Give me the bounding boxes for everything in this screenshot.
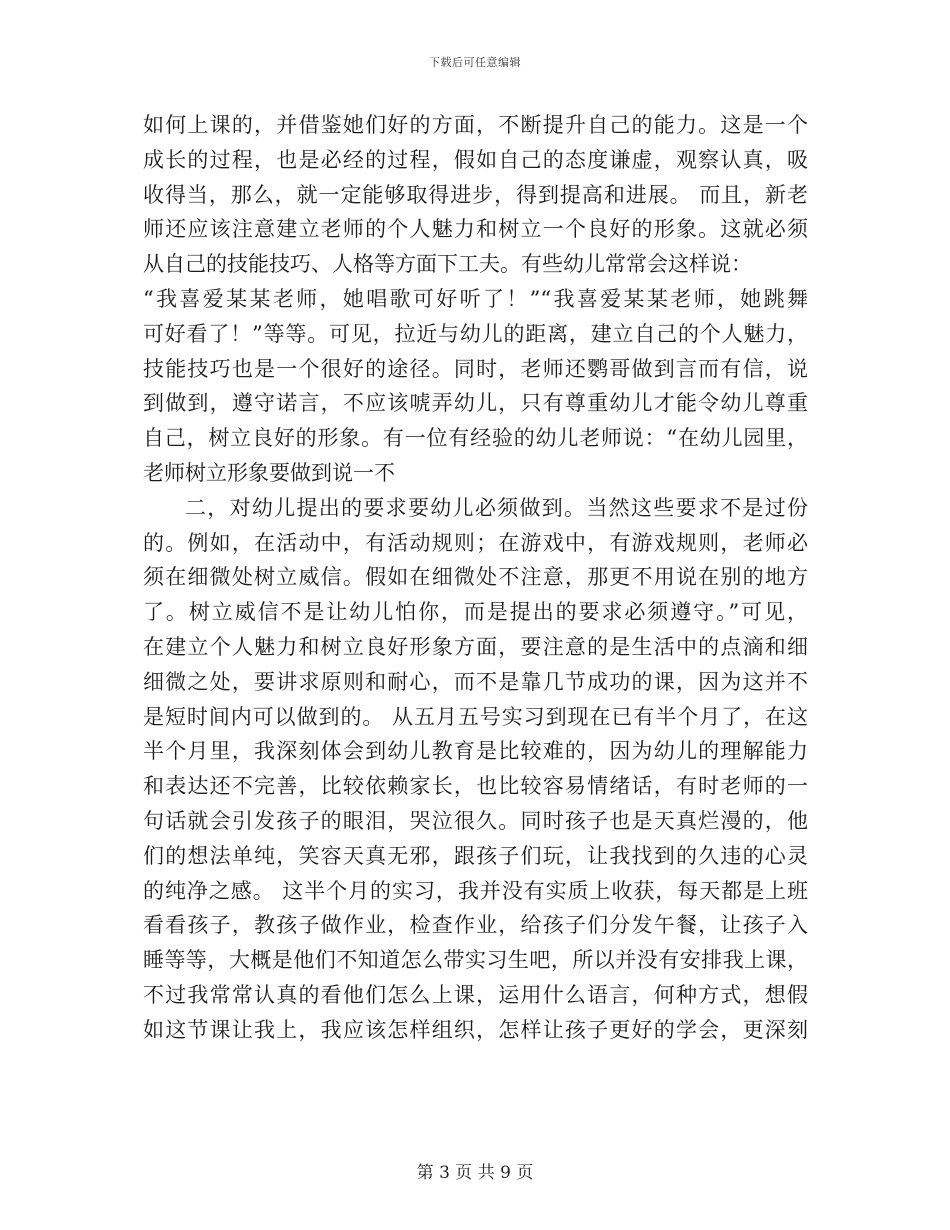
- text-line: 们的想法单纯，笑容天真无邪，跟孩子们玩，让我找到的久违的心灵: [143, 843, 808, 868]
- text-line: 收得当，那么，就一定能够取得进步，得到提高和进展。 而且，新老: [143, 182, 808, 207]
- text-line: 的。例如，在活动中，有活动规则；在游戏中，有游戏规则，老师必: [143, 530, 808, 555]
- text-line: 从自己的技能技巧、人格等方面下工夫。有些幼儿常常会这样说：: [143, 252, 752, 277]
- text-line: 老师树立形象要做到说一不: [143, 460, 395, 485]
- text-line: 睡等等，大概是他们不知道怎么带实习生吧，所以并没有安排我上课，: [143, 948, 808, 973]
- text-line: 看看孩子，教孩子做作业，检查作业，给孩子们分发午餐，让孩子入: [143, 913, 808, 938]
- text-line: 到做到，遵守诺言，不应该唬弄幼儿，只有尊重幼儿才能令幼儿尊重: [143, 391, 808, 416]
- text-line: 自己，树立良好的形象。有一位有经验的幼儿老师说：“在幼儿园里，: [143, 426, 808, 451]
- text-line: 如这节课让我上，我应该怎样组织，怎样让孩子更好的学会，更深刻: [143, 1017, 808, 1042]
- text-line: 了。树立威信不是让幼儿怕你，而是提出的要求必须遵守。”可见，: [143, 600, 808, 625]
- text-line: 不过我常常认真的看他们怎么上课，运用什么语言，何种方式，想假: [143, 982, 808, 1007]
- text-line: 在建立个人魅力和树立良好形象方面，要注意的是生活中的点滴和细: [143, 634, 808, 659]
- text-line: 须在细微处树立威信。假如在细微处不注意，那更不用说在别的地方: [143, 565, 808, 590]
- text-line: “我喜爱某某老师，她唱歌可好听了！”“我喜爱某某老师，她跳舞: [143, 286, 808, 311]
- page-number-footer: 第 3 页 共 9 页: [416, 1163, 534, 1183]
- page-header: 下载后可任意编辑: [429, 56, 521, 69]
- text-line: 和表达还不完善，比较依赖家长，也比较容易情绪话，有时老师的一: [143, 774, 808, 799]
- text-line: 可好看了！”等等。可见，拉近与幼儿的距离，建立自己的个人魅力，: [143, 321, 808, 346]
- paragraph-start-line: 二，对幼儿提出的要求要幼儿必须做到。当然这些要求不是过份: [185, 495, 808, 520]
- text-line: 的纯净之感。 这半个月的实习，我并没有实质上收获，每天都是上班: [143, 878, 808, 903]
- text-line: 师还应该注意建立老师的个人魅力和树立一个良好的形象。这就必须: [143, 217, 808, 242]
- text-line: 半个月里，我深刻体会到幼儿教育是比较难的，因为幼儿的理解能力: [143, 739, 808, 764]
- text-line: 技能技巧也是一个很好的途径。同时，老师还鹦哥做到言而有信，说: [143, 356, 808, 381]
- text-line: 细微之处，要讲求原则和耐心，而不是靠几节成功的课，因为这并不: [143, 669, 808, 694]
- text-line: 是短时间内可以做到的。 从五月五号实习到现在已有半个月了，在这: [143, 704, 808, 729]
- text-line: 如何上课的，并借鉴她们好的方面，不断提升自己的能力。这是一个: [143, 113, 808, 137]
- text-line: 成长的过程，也是必经的过程，假如自己的态度谦虚，观察认真，吸: [143, 147, 808, 172]
- text-line: 句话就会引发孩子的眼泪，哭泣很久。同时孩子也是天真烂漫的，他: [143, 808, 808, 833]
- document-body: [143, 108, 808, 1048]
